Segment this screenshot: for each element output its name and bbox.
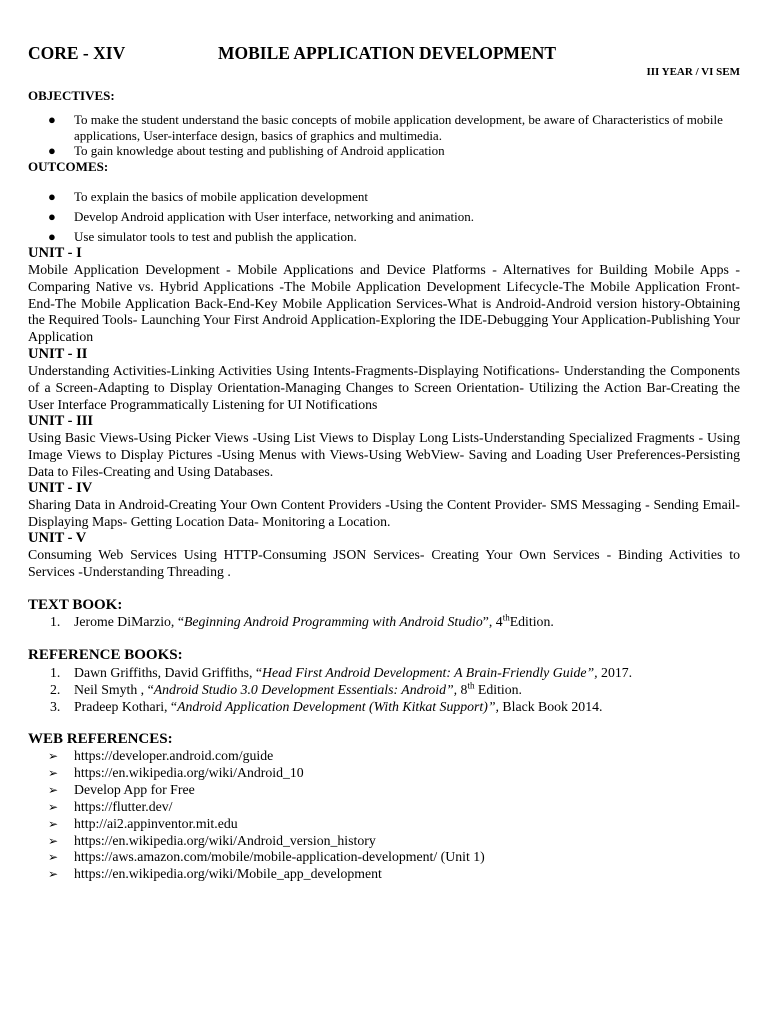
list-item: 3. Pradeep Kothari, “Android Application Development (With Kitkat Support)”, Black Book 2014. [50, 699, 603, 714]
web-reference-link[interactable]: http://ai2.appinventor.mit.edu [74, 815, 238, 831]
unit-5-text: Consuming Web Services Using HTTP-Consuming JSON Services- Creating Your Own Services - Binding Activities to Services -Understanding Threading . [28, 547, 740, 579]
outcomes-list [28, 189, 740, 249]
text-book-heading: TEXT BOOK: [28, 597, 123, 613]
text-book-list [28, 613, 740, 630]
bullet-icon: ● [48, 112, 56, 127]
list-item: ● To make the student understand the basic concepts of mobile application development, be aware of Characteristics of mobile applications, User-interface design, basics of graphics and multimedia. [48, 112, 723, 143]
web-reference-link[interactable]: https://en.wikipedia.org/wiki/Mobile_app_development [74, 866, 382, 882]
arrow-bullet-icon: ➢ [48, 833, 59, 848]
list-item: ● Develop Android application with User interface, networking and animation. [48, 209, 474, 224]
bullet-icon: ● [48, 209, 56, 224]
unit-1-heading: UNIT - I [28, 245, 82, 261]
arrow-bullet-icon: ➢ [48, 799, 59, 814]
arrow-bullet-icon: ➢ [48, 765, 59, 780]
list-item [28, 765, 740, 782]
list-item [28, 833, 740, 850]
bullet-icon: ● [48, 229, 56, 244]
list-item [28, 799, 740, 816]
arrow-bullet-icon: ➢ [48, 749, 59, 763]
unit-2-heading: UNIT - II [28, 346, 88, 362]
unit-4-text: Sharing Data in Android-Creating Your Own Content Providers -Using the Content Provider- SMS Messaging - Sending Email-Displaying Maps- Getting Location Data- Monitoring a Location. [28, 497, 740, 529]
list-item: 1. Jerome DiMarzio, “Beginning Android Programming with Android Studio”, 4thEdition. [50, 612, 554, 629]
list-item [28, 849, 740, 866]
web-reference-link[interactable]: https://flutter.dev/ [74, 798, 173, 814]
course-code: CORE - XIV [28, 43, 126, 63]
list-item: ● Use simulator tools to test and publish the application. [48, 229, 357, 244]
list-item [28, 748, 740, 765]
web-references-heading: WEB REFERENCES: [28, 731, 173, 747]
list-item: 1. Dawn Griffiths, David Griffiths, “Head First Android Development: A Brain-Friendly Guide”, 2017. [50, 665, 633, 680]
unit-3-heading: UNIT - III [28, 413, 94, 429]
arrow-bullet-icon: ➢ [48, 782, 59, 797]
web-reference-link[interactable]: https://aws.amazon.com/mobile/mobile-application-development/ (Unit 1) [74, 849, 485, 865]
list-item: 2. Neil Smyth , “Android Studio 3.0 Development Essentials: Android”, 8th Edition. [50, 680, 523, 697]
reference-books-list [28, 664, 740, 715]
unit-5-heading: UNIT - V [28, 530, 87, 546]
web-reference-text: Develop App for Free [74, 781, 195, 797]
course-title: MOBILE APPLICATION DEVELOPMENT [218, 43, 557, 63]
objectives-heading: OBJECTIVES: [28, 88, 115, 103]
unit-1-text: Mobile Application Development - Mobile Applications and Device Platforms - Alternatives for Building Mobile Apps -Comparing Native vs. Hybrid Applications -The Mobile Application Development Lifecycle-The Mobile Application Front-End-The Mobile Application Back-End-Key Mobile Application Services-What is Android-Android version history-Obtaining the Required Tools- Launching Your First Android Application-Exploring the IDE-Debugging Your Application-Publishing Your Application [28, 262, 740, 345]
list-item [28, 816, 740, 833]
list-item [28, 866, 740, 883]
web-reference-link[interactable]: https://developer.android.com/guide [74, 748, 274, 763]
unit-2-text: Understanding Activities-Linking Activities Using Intents-Fragments-Displaying Notifications- Understanding the Components of a Screen-Adapting to Display Orientation-Managing Changes to Screen Orientation- Utilizing the Action Bar-Creating the User Interface Programmatically Listening for UI Notifications [28, 363, 740, 412]
arrow-bullet-icon: ➢ [48, 816, 59, 831]
objectives-list [28, 112, 740, 159]
list-item: ● To explain the basics of mobile application development [48, 189, 369, 204]
list-item: ● To gain knowledge about testing and publishing of Android application [48, 143, 445, 158]
bullet-icon: ● [48, 143, 56, 158]
web-reference-link[interactable]: https://en.wikipedia.org/wiki/Android_10 [74, 764, 304, 780]
outcomes-heading: OUTCOMES: [28, 159, 109, 174]
arrow-bullet-icon: ➢ [48, 850, 59, 865]
list-item [28, 782, 740, 799]
year-semester: III YEAR / VI SEM [646, 66, 740, 78]
web-references-list [28, 748, 740, 883]
reference-books-heading: REFERENCE BOOKS: [28, 647, 183, 663]
web-reference-link[interactable]: https://en.wikipedia.org/wiki/Android_version_history [74, 832, 376, 848]
unit-4-heading: UNIT - IV [28, 480, 93, 496]
bullet-icon: ● [48, 189, 56, 204]
unit-3-text: Using Basic Views-Using Picker Views -Using List Views to Display Long Lists-Understanding Specialized Fragments - Using Image Views to Display Pictures -Using Menus with Views-Using WebView- Saving and Loading User Preferences-Persisting Data to Files-Creating and Using Databases. [28, 430, 740, 479]
arrow-bullet-icon: ➢ [48, 867, 59, 882]
